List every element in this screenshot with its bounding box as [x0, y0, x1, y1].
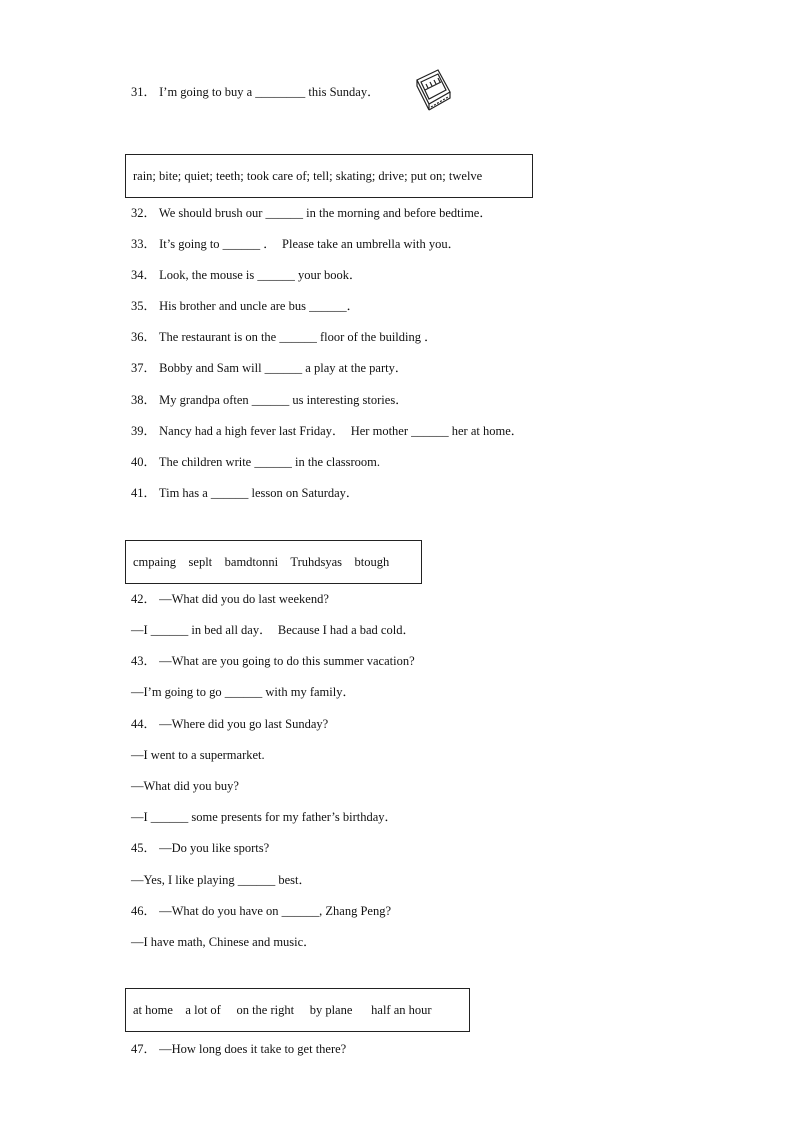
question-32: 32． We should brush our ______ in the morning and before bedtime． — [131, 206, 492, 220]
question-37: 37． Bobby and Sam will ______ a play at the party． — [131, 361, 408, 375]
question-43: 43． —What are you going to do this summer vacation? — [131, 654, 415, 668]
question-45: 45． —Do you like sports? — [131, 841, 270, 855]
word-bank-box-3 — [125, 988, 470, 1032]
answer-43: —I’m going to go ______ with my family． — [131, 685, 355, 699]
question-36: 36． The restaurant is on the ______ floor of the building ． — [131, 330, 437, 344]
word-bank-box-2 — [125, 540, 422, 584]
question-44b: —What did you buy? — [131, 779, 239, 793]
answer-46: —I have math, Chinese and music． — [131, 935, 316, 949]
question-44: 44． —Where did you go last Sunday? — [131, 717, 329, 731]
answer-44b: —I ______ some presents for my father’s birthday． — [131, 810, 398, 824]
word-bank-2-text: cmpaing seplt bamdtonni Truhdsyas btough — [133, 555, 390, 569]
answer-42: —I ______ in bed all day． Because I had a bad cold． — [131, 623, 415, 637]
answer-45: —Yes, I like playing ______ best． — [131, 873, 311, 887]
question-39: 39． Nancy had a high fever last Friday． Her mother ______ her at home． — [131, 424, 524, 438]
question-40: 40． The children write ______ in the classroom. — [131, 455, 381, 469]
calendar-book-picture-icon — [414, 66, 452, 116]
question-31: 31． I’m going to buy a ________ this Sunday． — [131, 85, 380, 99]
word-bank-3-text: at home a lot of on the right by plane half an hour — [133, 1003, 432, 1017]
answer-44a: —I went to a supermarket. — [131, 748, 265, 762]
question-42: 42． —What did you do last weekend? — [131, 592, 329, 606]
question-34: 34． Look, the mouse is ______ your book． — [131, 268, 362, 282]
word-bank-box-1 — [125, 154, 533, 198]
question-47: 47． —How long does it take to get there? — [131, 1042, 347, 1056]
question-35: 35． His brother and uncle are bus ______． — [131, 299, 360, 313]
word-bank-1-text: rain; bite; quiet; teeth; took care of; tell; skating; drive; put on; twelve — [133, 169, 483, 183]
question-46: 46． —What do you have on ______, Zhang Peng? — [131, 904, 392, 918]
question-33: 33． It’s going to ______ ． Please take an umbrella with you． — [131, 237, 461, 251]
question-41: 41． Tim has a ______ lesson on Saturday． — [131, 486, 359, 500]
question-38: 38． My grandpa often ______ us interesting stories． — [131, 393, 408, 407]
